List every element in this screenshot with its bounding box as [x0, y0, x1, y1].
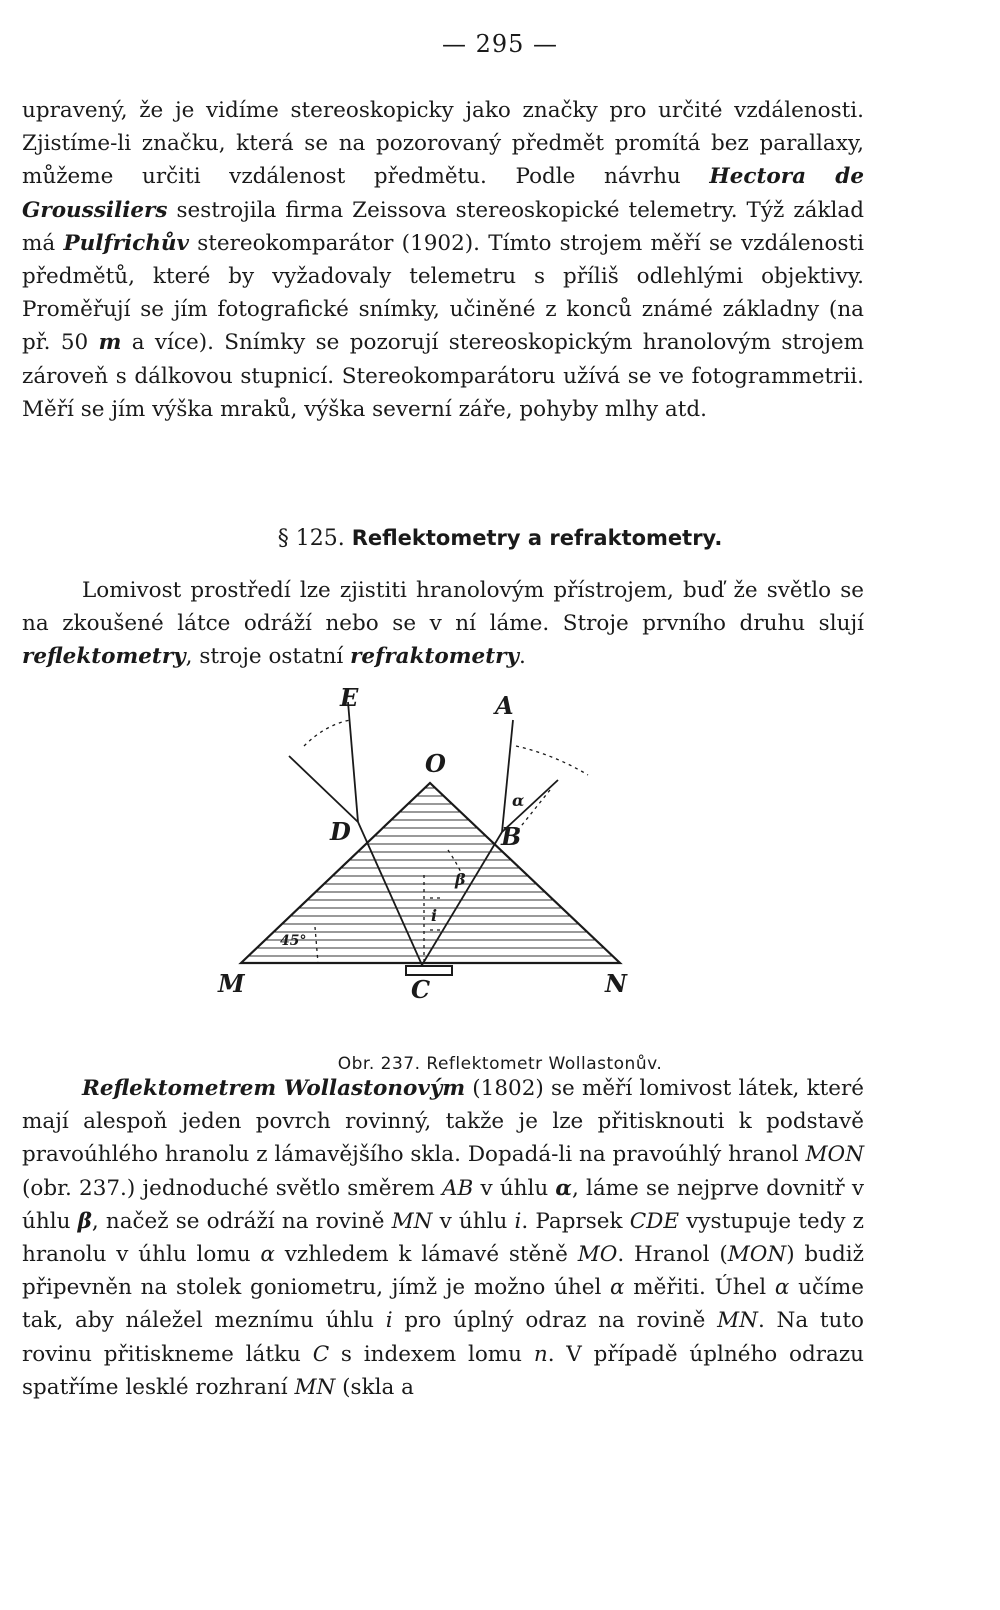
- term-reflektometry: reflektometry: [22, 644, 186, 670]
- section-title: Reflektometry a refraktometry.: [351, 526, 723, 550]
- label-o: O: [425, 749, 446, 778]
- page-number: — 295 —: [441, 30, 559, 58]
- paragraph-wollaston: Reflektometrem Wollastonovým (1802) se měří lomivost látek, které mají alespoň jeden povrch rovinný, takže je lze přitisknouti k podstavě pravoúhlého hranolu z lámavějšího skla. Dopadá-li na pravoúhlý hranol MON (obr. 237.) jednoduché světlo směrem AB v úhlu α, láme se nejprve dovnitř v úhlu β, načež se odráží na rovině MN v úhlu i. Paprsek CDE vystupuje tedy z hranolu v úhlu lomu α vzhledem k lámavé stěně MO. Hranol (MON) budiž připevněn na stolek goniometru, jímž je možno úhel α měřiti. Úhel α učíme tak, aby náležel meznímu úhlu i pro úplný odraz na rovině MN. Na tuto rovinu přitiskneme látku C s indexem lomu n. V případě úplného odrazu spatříme lesklé rozhraní MN (skla a: [22, 1076, 865, 1400]
- label-a: A: [495, 691, 514, 720]
- label-i: i: [431, 906, 438, 925]
- section-heading: [0, 526, 1000, 551]
- paragraph-stereo-telemetry: upravený, že je vidíme stereoskopicky jako značky pro určité vzdálenosti. Zjistíme-li značku, která se na pozorovaný předmět promítá bez parallaxy, můžeme určiti vzdálenost předmětu. Podle návrhu Hectora de Groussiliers sestrojila firma Zeissova stereoskopické telemetry. Týž základ má Pulfrichův stereokomparátor (1902). Tímto strojem měří se vzdálenosti předmětů, které by vyžadovaly telemetru s příliš odlehlými objektivy. Proměřují se jím fotografické snímky, učiněné z konců známé základny (na př. 50 m a více). Snímky se pozorují stereoskopickým hranolovým strojem zároveň s dálkovou stupnicí. Stereokomparátoru užívá se ve fotogrammetrii. Měří se jím výška mraků, výška severní záře, pohyby mlhy atd.: [22, 98, 864, 422]
- label-d: D: [330, 817, 351, 846]
- prism-hatching: [200, 788, 660, 956]
- term-wollaston-reflectometer: Reflektometrem Wollastonovým: [82, 1076, 466, 1101]
- name-groussiliers: Hectora de Groussiliers: [22, 164, 864, 223]
- paragraph-refractometry-intro: Lomivost prostředí lze zjistiti hranolovým přístrojem, buď že světlo se na zkoušené látce odráží nebo se v ní láme. Stroje prvního druhu slují reflektometry, stroje ostatní refraktometry.: [22, 578, 864, 670]
- wollaston-reflectometer-figure: [200, 680, 660, 1050]
- label-m: M: [218, 969, 245, 998]
- sample-c: [406, 966, 452, 975]
- figure-caption: Obr. 237. Reflektometr Wollastonův.: [337, 1054, 663, 1074]
- label-n: N: [605, 969, 627, 998]
- label-beta: β: [455, 870, 466, 889]
- term-refraktometry: refraktometry: [350, 644, 519, 670]
- label-e: E: [340, 683, 359, 712]
- unit-m: m: [98, 330, 122, 356]
- name-pulfrich: Pulfrichův: [63, 230, 189, 256]
- label-45-degrees: 45°: [280, 933, 307, 949]
- label-c: C: [411, 975, 431, 1004]
- label-alpha: α: [512, 791, 525, 810]
- section-number: § 125.: [277, 526, 345, 551]
- label-b: B: [501, 822, 522, 851]
